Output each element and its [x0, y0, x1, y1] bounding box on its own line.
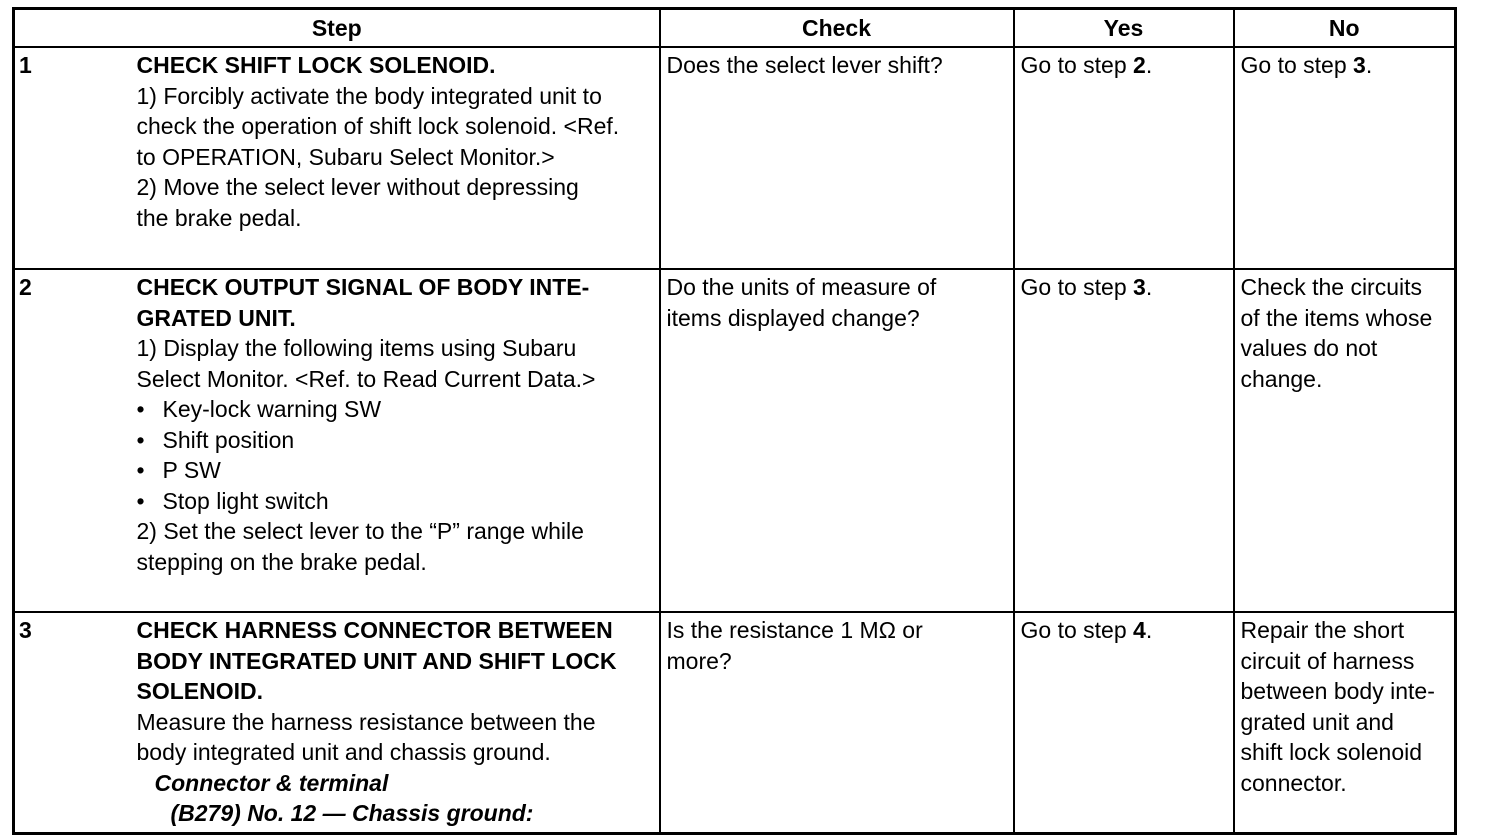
step-line: 2) Set the select lever to the “P” range while	[136, 518, 584, 544]
table-row	[14, 612, 1456, 834]
step-line: to OPERATION, Subaru Select Monitor.>	[136, 143, 555, 170]
no-text: values do not	[1240, 335, 1378, 361]
yes-cell	[1014, 612, 1234, 834]
bullet-item	[137, 455, 653, 486]
step-line: check the operation of shift lock solenoid. <Ref.	[136, 113, 620, 139]
yes-cell	[1014, 269, 1234, 612]
yes-step-link[interactable]: 3	[1133, 274, 1146, 300]
bullet-icon: •	[136, 487, 145, 514]
check-text: items displayed change?	[666, 304, 920, 331]
yes-step-link[interactable]: 2	[1133, 52, 1146, 78]
yes-prefix: Go to step	[1020, 274, 1134, 300]
step-description	[131, 269, 660, 612]
header-check: Check	[660, 9, 1014, 48]
step-title: SOLENOID.	[136, 678, 264, 704]
yes-prefix: Go to step	[1020, 52, 1134, 78]
step-title: GRATED UNIT.	[136, 304, 296, 331]
bullet-icon: •	[136, 426, 145, 453]
bullet-item	[137, 394, 653, 425]
check-text: Is the resistance 1 MΩ or	[666, 617, 923, 643]
step-line: 1) Display the following items using Subaru	[136, 335, 577, 361]
check-cell	[660, 269, 1014, 612]
yes-suffix: .	[1145, 52, 1153, 78]
step-description	[131, 47, 660, 269]
table-row	[14, 269, 1456, 612]
step-title: CHECK OUTPUT SIGNAL OF BODY INTE-	[136, 274, 590, 300]
yes-cell	[1014, 47, 1234, 269]
step-line: 1) Forcibly activate the body integrated unit to	[136, 82, 602, 109]
spec-value: (B279) No. 12 — Chassis ground:	[170, 800, 534, 826]
check-text: Does the select lever shift?	[666, 52, 943, 78]
step-line: 2) Move the select lever without depressing	[136, 174, 579, 200]
bullet-icon: •	[136, 396, 145, 422]
bullet-item	[137, 486, 653, 517]
step-line: Measure the harness resistance between the	[136, 708, 596, 735]
check-text: more?	[666, 647, 732, 674]
yes-prefix: Go to step	[1020, 617, 1134, 643]
bullet-item	[137, 425, 653, 456]
no-step-link[interactable]: 3	[1353, 52, 1366, 78]
header-step: Step	[14, 9, 660, 48]
no-cell	[1234, 47, 1456, 269]
no-suffix: .	[1365, 52, 1373, 78]
step-number: 2	[14, 269, 131, 612]
step-description	[131, 612, 660, 834]
no-text: Repair the short	[1240, 617, 1405, 643]
check-cell	[660, 612, 1014, 834]
step-title: CHECK HARNESS CONNECTOR BETWEEN	[136, 617, 613, 643]
no-text: shift lock solenoid	[1240, 739, 1423, 765]
header-row	[14, 9, 1456, 48]
step-line: body integrated unit and chassis ground.	[136, 739, 551, 765]
no-text: between body inte-	[1240, 678, 1435, 704]
bullet-text: Stop light switch	[162, 487, 329, 514]
no-text: Check the circuits	[1240, 274, 1423, 300]
step-line: the brake pedal.	[136, 204, 302, 231]
spec-label: Connector & terminal	[154, 769, 389, 796]
yes-suffix: .	[1145, 617, 1153, 643]
no-text: connector.	[1240, 769, 1347, 796]
step-title: BODY INTEGRATED UNIT AND SHIFT LOCK	[136, 647, 617, 674]
step-line: stepping on the brake pedal.	[136, 548, 427, 575]
header-no: No	[1234, 9, 1456, 48]
no-text: grated unit and	[1240, 708, 1394, 735]
step-number: 1	[14, 47, 131, 269]
no-text: change.	[1240, 365, 1323, 392]
step-line: Select Monitor. <Ref. to Read Current Data.>	[136, 365, 596, 392]
bullet-text: P SW	[162, 457, 221, 483]
yes-step-link[interactable]: 4	[1133, 617, 1146, 643]
no-text: of the items whose	[1240, 304, 1433, 331]
table-row	[14, 47, 1456, 269]
bullet-icon: •	[136, 457, 145, 483]
no-prefix: Go to step	[1240, 52, 1354, 78]
step-title: CHECK SHIFT LOCK SOLENOID.	[136, 52, 496, 78]
check-text: Do the units of measure of	[666, 274, 937, 300]
check-cell	[660, 47, 1014, 269]
header-yes: Yes	[1014, 9, 1234, 48]
no-cell	[1234, 612, 1456, 834]
yes-suffix: .	[1145, 274, 1153, 300]
no-cell	[1234, 269, 1456, 612]
bullet-text: Key-lock warning SW	[162, 396, 382, 422]
step-number: 3	[14, 612, 131, 834]
diagnostic-table	[12, 7, 1457, 835]
bullet-text: Shift position	[162, 426, 295, 453]
no-text: circuit of harness	[1240, 647, 1415, 674]
